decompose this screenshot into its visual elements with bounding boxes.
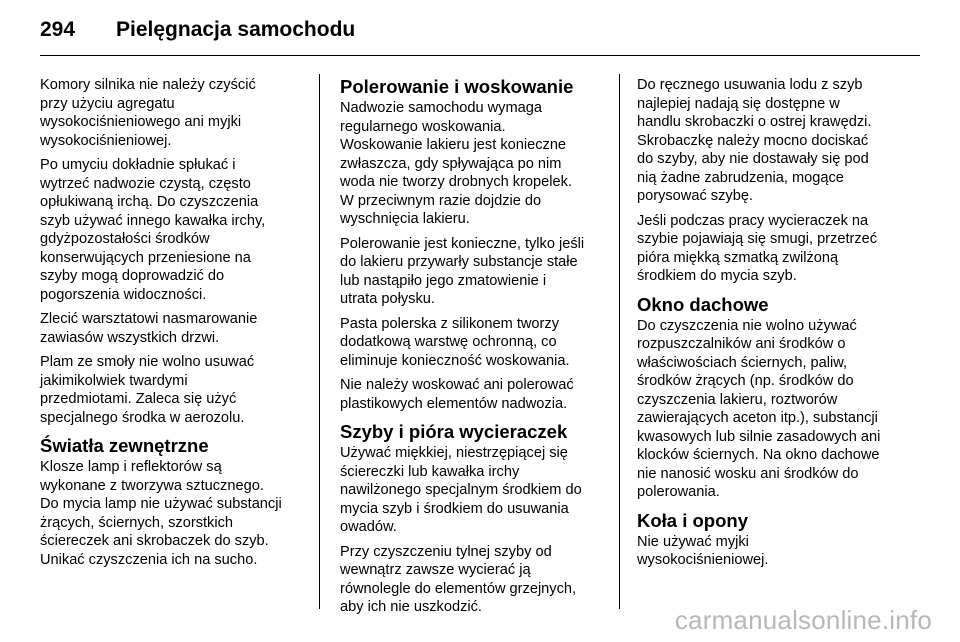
paragraph: Polerowanie jest konieczne, tylko jeśli do lakieru przywarły substancje stałe lub nastąpiło jego zmatowienie i utrata połysku. — [340, 235, 585, 307]
page-header — [40, 10, 355, 50]
section-heading-wheels: Koła i opony — [637, 509, 748, 531]
paragraph: Klosze lamp i reflektorów są wykonane z tworzywa sztucznego. Do mycia lamp nie używać substancji żrących, ściernych, szorstkich ściereczek ani skrobaczek do szyb. Unikać czyszczenia ich na sucho. — [40, 459, 282, 568]
paragraph: Do ręcznego usuwania lodu z szyb najlepiej nadają się dostępne w handlu skrobaczki o ostrej krawędzi. Skrobaczkę należy mocno dociskać do szyby, aby nie dostawały się pod nią żadne zabrudzenia, mogące porysować szybę. — [637, 77, 872, 204]
paragraph: Używać miękkiej, niestrzępiącej się ściereczki lub kawałka irchy nawilżonego specjalnym środkiem do mycia szyb i środkiem do usuwania owadów. — [340, 445, 582, 535]
paragraph: Nie używać myjki wysokociśnieniowej. — [637, 533, 769, 568]
paragraph: Nie należy woskować ani polerować plastikowych elementów nadwozia. — [340, 377, 574, 412]
column-divider — [319, 74, 320, 609]
section-heading-polishing: Polerowanie i woskowanie — [340, 76, 574, 97]
paragraph: Nadwozie samochodu wymaga regularnego woskowania. Woskowanie lakieru jest konieczne zwłaszcza, gdy spływająca po nim woda nie tworzy drobnych kropelek. W przeciwnym razie dojdzie do wyschnięcia lakieru. — [340, 100, 572, 227]
column-2 — [340, 76, 608, 623]
paragraph: Jeśli podczas pracy wycieraczek na szybie pojawiają się smugi, przetrzeć pióra miękką szmatką zwilżoną środkiem do mycia szyb. — [637, 212, 878, 284]
section-heading-sunroof: Okno dachowe — [637, 293, 769, 315]
paragraph: Plam ze smoły nie wolno usuwać jakimikolwiek twardymi przedmiotami. Zaleca się użyć specjalnego środka w aerozolu. — [40, 354, 255, 426]
column-1 — [40, 76, 308, 575]
paragraph: Do czyszczenia nie wolno używać rozpuszczalników ani środków o właściwościach ściernych, paliw, środków żrących (np. środków do czyszczenia lakieru, roztworów zawierających aceton itp.), substancji kwasowych lub silnie zasadowych ani klocków ściernych. Na okno dachowe nie nanosić wosku ani środków do polerowania. — [637, 317, 881, 500]
header-rule — [40, 55, 920, 56]
paragraph: Pasta polerska z silikonem tworzy dodatkową warstwę ochronną, co eliminuje konieczność woskowania. — [340, 315, 570, 369]
section-heading-lights: Światła zewnętrzne — [40, 435, 209, 456]
page-number: 294 — [40, 18, 76, 41]
watermark: carmanualsonline.info — [674, 605, 932, 635]
paragraph: Zlecić warsztatowi nasmarowanie zawiasów wszystkich drzwi. — [40, 311, 258, 346]
column-3 — [637, 76, 905, 576]
column-divider — [619, 74, 620, 609]
section-heading-wipers: Szyby i pióra wycieraczek — [340, 421, 568, 442]
paragraph: Komory silnika nie należy czyścić przy użyciu agregatu wysokociśnieniowego ani myjki wysokociśnieniowej. — [40, 77, 256, 149]
paragraph: Po umyciu dokładnie spłukać i wytrzeć nadwozie czystą, często opłukiwaną irchą. Do czyszczenia szyb używać innego kawałka irchy, gdyżpozostałości środków konserwujących przeniesione na szyby mogą doprowadzić do pogorszenia widoczności. — [40, 157, 266, 303]
page-title: Pielęgnacja samochodu — [116, 18, 356, 41]
paragraph: Przy czyszczeniu tylnej szyby od wewnątrz zawsze wycierać ją równolegle do elementów grzejnych, aby ich nie uszkodzić. — [340, 543, 577, 615]
